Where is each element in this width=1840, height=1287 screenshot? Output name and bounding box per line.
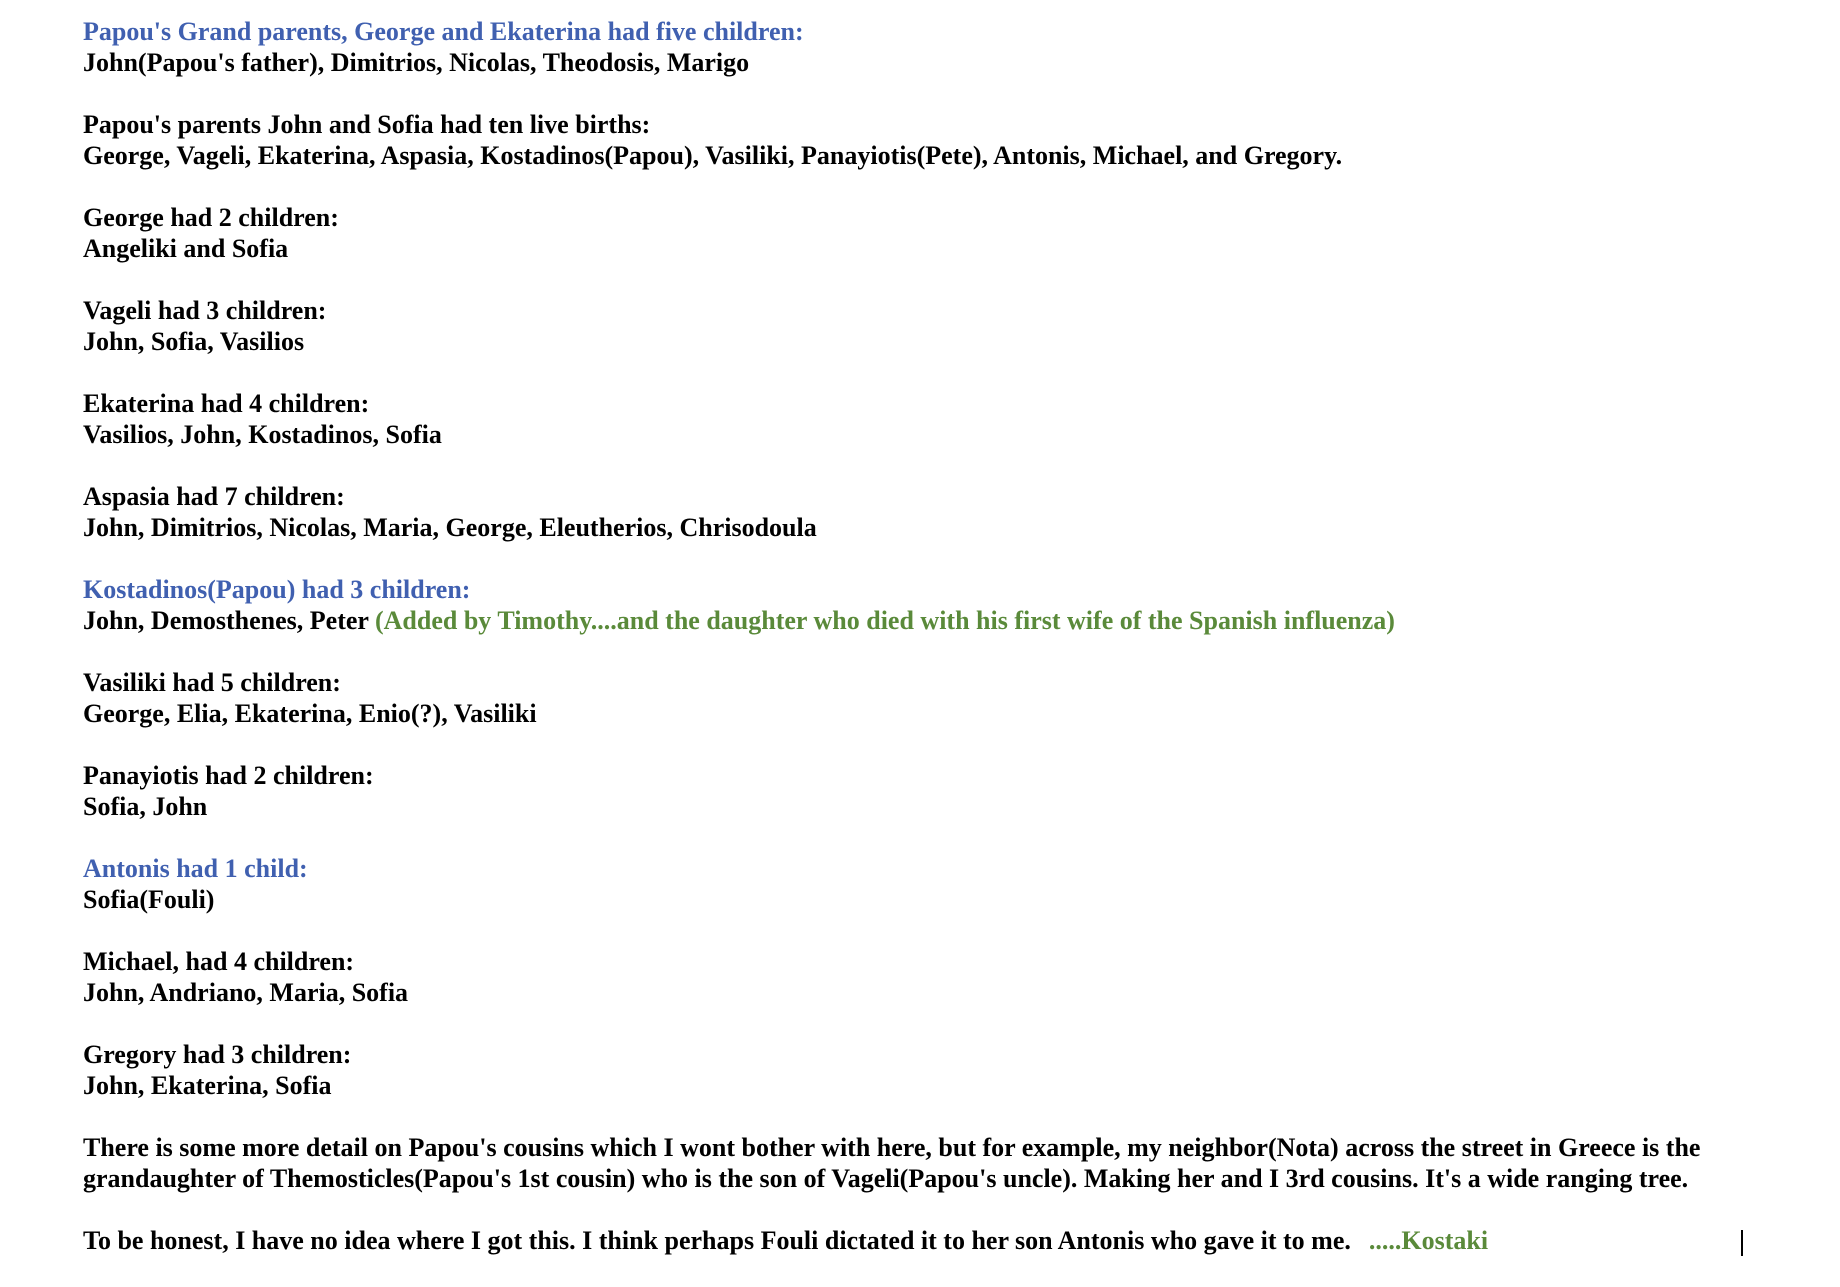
paragraph-panayiotis [83,760,1783,822]
paragraph-heading: Michael, had 4 children: [83,947,355,976]
paragraph-heading: Gregory had 3 children: [83,1040,352,1069]
paragraph-body: John, Dimitrios, Nicolas, Maria, George, Eleutherios, Chrisodoula [83,513,817,542]
signature: .....Kostaki [1368,1226,1489,1255]
paragraph-heading: George had 2 children: [83,203,339,232]
cousins-note-line: There is some more detail on Papou's cousins which I wont bother with here, but for example, my neighbor(Nota) across the street in Greece is the [83,1133,1701,1162]
paragraph-body: John, Andriano, Maria, Sofia [83,978,409,1007]
paragraph-body: George, Vageli, Ekaterina, Aspasia, Kostadinos(Papou), Vasiliki, Panayiotis(Pete), Antonis, Michael, and Gregory. [83,141,1343,170]
paragraph-body: George, Elia, Ekaterina, Enio(?), Vasiliki [83,699,537,728]
paragraph-vageli [83,295,1783,357]
document-body [83,16,1783,1287]
paragraph-cousins-note [83,1132,1783,1194]
paragraph-heading: Vasiliki had 5 children: [83,668,341,697]
cousins-note-line: grandaughter of Themosticles(Papou's 1st cousin) who is the son of Vageli(Papou's uncle). Making her and I 3rd cousins. It's a wide ranging tree. [83,1164,1689,1193]
paragraph-george [83,202,1783,264]
paragraph-body: Angeliki and Sofia [83,234,289,263]
paragraph-kostadinos [83,574,1783,636]
paragraph-heading: Ekaterina had 4 children: [83,389,370,418]
paragraph-parents [83,109,1783,171]
paragraph-body-line [83,605,1783,636]
paragraph-heading: Aspasia had 7 children: [83,482,345,511]
paragraph-heading: Kostadinos(Papou) had 3 children: [83,575,471,604]
paragraph-gregory [83,1039,1783,1101]
added-note: (Added by Timothy....and the daughter who died with his first wife of the Spanish influenza) [374,606,1395,635]
paragraph-ekaterina [83,388,1783,450]
paragraph-heading: Vageli had 3 children: [83,296,327,325]
paragraph-heading: Antonis had 1 child: [83,854,308,883]
paragraph-antonis [83,853,1783,915]
paragraph-closing [83,1225,1783,1256]
paragraph-heading: Papou's Grand parents, George and Ekaterina had five children: [83,17,804,46]
paragraph-body: Sofia, John [83,792,208,821]
paragraph-body: Sofia(Fouli) [83,885,215,914]
paragraph-michael [83,946,1783,1008]
paragraph-body: John(Papou's father), Dimitrios, Nicolas, Theodosis, Marigo [83,48,750,77]
closing-text: To be honest, I have no idea where I got this. I think perhaps Fouli dictated it to her son Antonis who gave it to me. [83,1226,1351,1255]
paragraph-heading: Papou's parents John and Sofia had ten live births: [83,110,651,139]
paragraph-body: John, Demosthenes, Peter [83,606,369,635]
paragraph-body: Vasilios, John, Kostadinos, Sofia [83,420,442,449]
paragraph-heading: Panayiotis had 2 children: [83,761,374,790]
closing-line [83,1225,1783,1256]
paragraph-vasiliki [83,667,1783,729]
paragraph-grandparents [83,16,1783,78]
paragraph-body: John, Ekaterina, Sofia [83,1071,332,1100]
paragraph-aspasia [83,481,1783,543]
paragraph-body: John, Sofia, Vasilios [83,327,305,356]
text-cursor [1741,1230,1743,1256]
